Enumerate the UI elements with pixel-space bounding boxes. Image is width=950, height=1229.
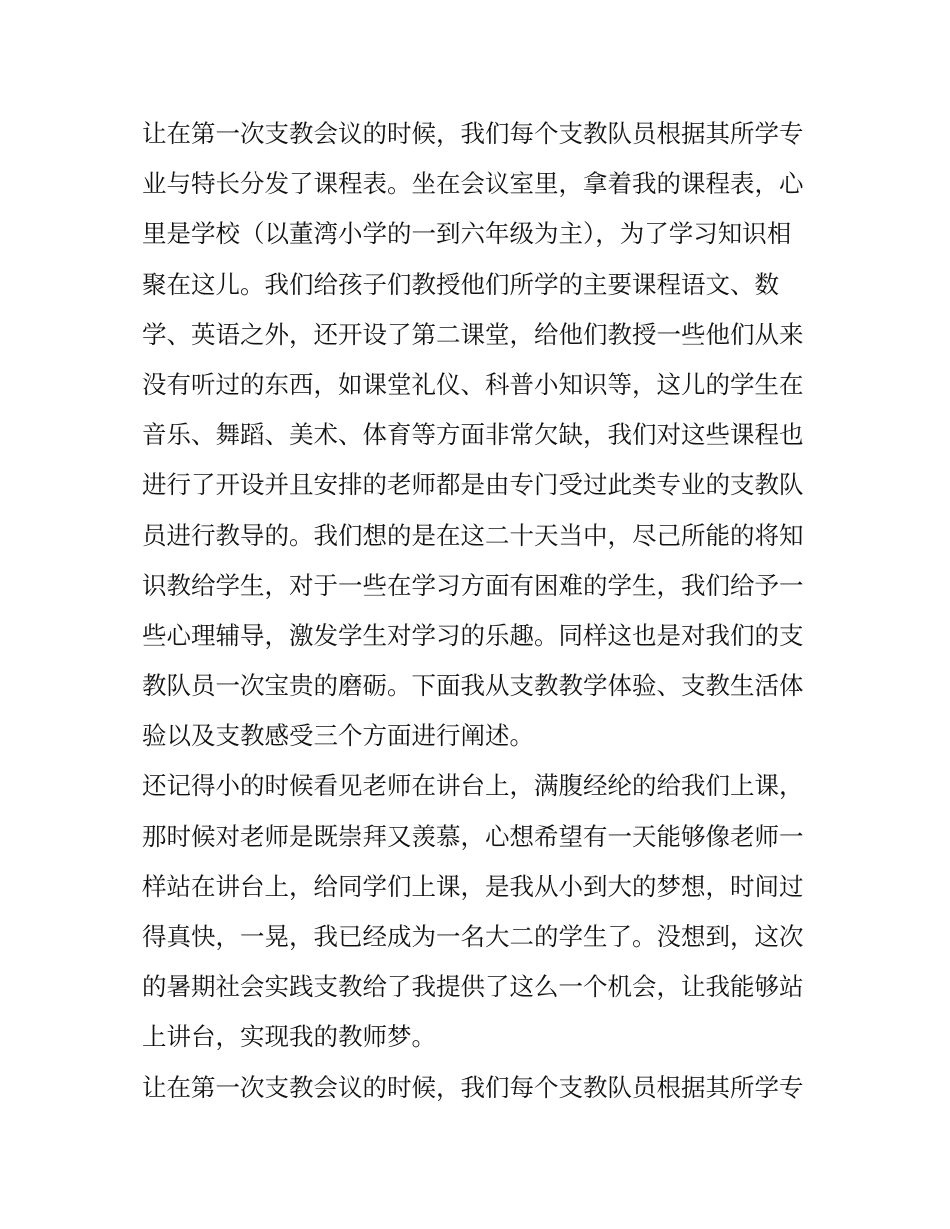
text-line: 让在第一次支教会议的时候，我们每个支教队员根据其所学专 xyxy=(142,1072,804,1102)
text-line: 上讲台，实现我的教师梦。 xyxy=(142,1022,436,1052)
text-line: 音乐、舞蹈、美术、体育等方面非常欠缺，我们对这些课程也 xyxy=(142,420,804,450)
text-line: 没有听过的东西，如课堂礼仪、科普小知识等，这儿的学生在 xyxy=(142,369,804,399)
text-line: 得真快，一晃，我已经成为一名大二的学生了。没想到，这次 xyxy=(142,922,804,951)
document-body xyxy=(142,109,822,1113)
text-line: 里是学校（以董湾小学的一到六年级为主），为了学习知识相 xyxy=(142,219,792,249)
text-line: 识教给学生，对于一些在学习方面有困难的学生，我们给予一 xyxy=(142,570,804,600)
text-line: 那时候对老师是既崇拜又羡慕，心想希望有一天能够像老师一 xyxy=(142,821,804,851)
text-line: 让在第一次支教会议的时候，我们每个支教队员根据其所学专 xyxy=(142,119,804,148)
text-line: 样站在讲台上，给同学们上课，是我从小到大的梦想，时间过 xyxy=(142,871,804,901)
text-line: 还记得小的时候看见老师在讲台上，满腹经纶的给我们上课， xyxy=(142,771,804,801)
text-line: 的暑期社会实践支教给了我提供了这么一个机会，让我能够站 xyxy=(142,972,804,1002)
text-line: 学、英语之外，还开设了第二课堂，给他们教授一些他们从来 xyxy=(142,319,804,349)
text-line: 验以及支教感受三个方面进行阐述。 xyxy=(142,721,534,751)
text-line: 进行了开设并且安排的老师都是由专门受过此类专业的支教队 xyxy=(142,470,804,500)
text-line: 聚在这儿。我们给孩子们教授他们所学的主要课程语文、数 xyxy=(142,269,779,299)
text-line: 员进行教导的。我们想的是在这二十天当中，尽己所能的将知 xyxy=(142,520,804,550)
text-line: 业与特长分发了课程表。坐在会议室里，拿着我的课程表，心 xyxy=(142,169,804,199)
text-line: 教队员一次宝贵的磨砺。下面我从支教教学体验、支教生活体 xyxy=(142,671,804,701)
text-line: 些心理辅导，激发学生对学习的乐趣。同样这也是对我们的支 xyxy=(142,620,804,650)
